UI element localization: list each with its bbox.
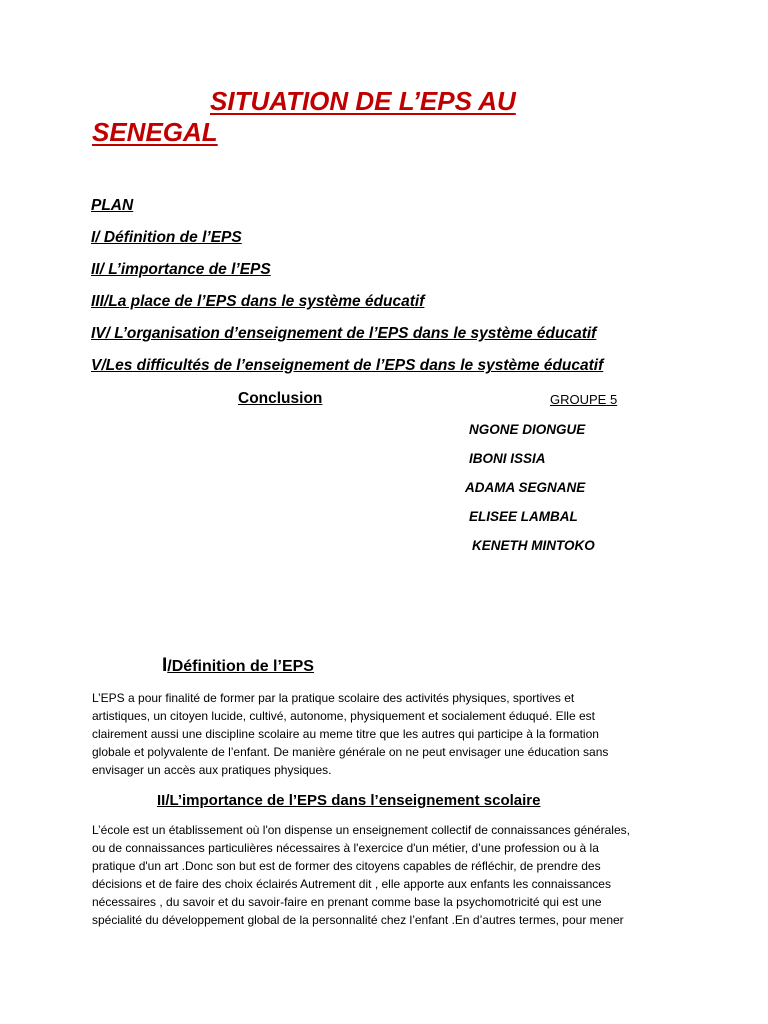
plan-item: II/ L’importance de l’EPS (91, 261, 271, 278)
paragraph-line: spécialité du développement global de la personnalité chez l’enfant .En d’autres termes, pour mener (92, 913, 624, 927)
plan-heading: PLAN (91, 197, 134, 214)
plan-item: I/ Définition de l’EPS (91, 229, 242, 246)
group-label: GROUPE 5 (550, 392, 618, 407)
plan-item: III/La place de l’EPS dans le système éducatif (91, 293, 425, 310)
document-title (92, 86, 652, 148)
group-member: IBONI ISSIA (469, 451, 546, 466)
paragraph-line: globale et polyvalente de l’enfant. De manière générale on ne peut envisager une éducation sans (92, 745, 609, 759)
paragraph-line: clairement aussi une discipline scolaire au meme titre que les autres qui participe à la formation (92, 727, 599, 741)
group-member: ELISEE LAMBAL (469, 509, 578, 524)
section-1-heading (162, 656, 314, 677)
section-1-heading-text: /Définition de l’EPS (167, 658, 314, 675)
group-member: KENETH MINTOKO (472, 538, 595, 553)
paragraph-line: nécessaires , du savoir et du savoir-faire en prenant comme base la psychomotricité qui est une (92, 895, 602, 909)
paragraph-line: L’école est un établissement où l'on dispense un enseignement collectif de connaissances générales, (92, 823, 630, 837)
plan-item: V/Les difficultés de l’enseignement de l’EPS dans le système éducatif (91, 357, 604, 374)
plan-item: IV/ L’organisation d’enseignement de l’EPS dans le système éducatif (91, 325, 597, 342)
paragraph-line: pratique d'un art .Donc son but est de former des citoyens capables de réfléchir, de prendre des (92, 859, 601, 873)
section-2-heading-text: II/L’importance de l’EPS dans l’enseignement scolaire (157, 792, 541, 809)
paragraph-line: L’EPS a pour finalité de former par la pratique scolaire des activités physiques, sportives et (92, 691, 575, 705)
group-member: ADAMA SEGNANE (465, 480, 586, 495)
title-line-1: SITUATION DE L’EPS AU (210, 86, 516, 116)
paragraph-line: envisager un accès aux pratiques physiques. (92, 763, 332, 777)
plan-conclusion: Conclusion (238, 390, 323, 407)
title-line-2: SENEGAL (92, 117, 218, 147)
section-1-paragraph (92, 689, 682, 779)
paragraph-line: artistiques, un citoyen lucide, cultivé, autonome, physiquement et socialement éduqué. Elle est (92, 709, 595, 723)
group-member: NGONE DIONGUE (469, 422, 586, 437)
paragraph-line: ou de connaissances particulières nécessaires à l'exercice d'un métier, d’une profession ou à la (92, 841, 599, 855)
section-1-heading-letter: I (162, 655, 168, 676)
paragraph-line: décisions et de faire des choix éclairés Autrement dit , elle apporte aux enfants les connaissances (92, 877, 611, 891)
section-2-heading (157, 791, 540, 811)
section-2-paragraph (92, 821, 682, 929)
